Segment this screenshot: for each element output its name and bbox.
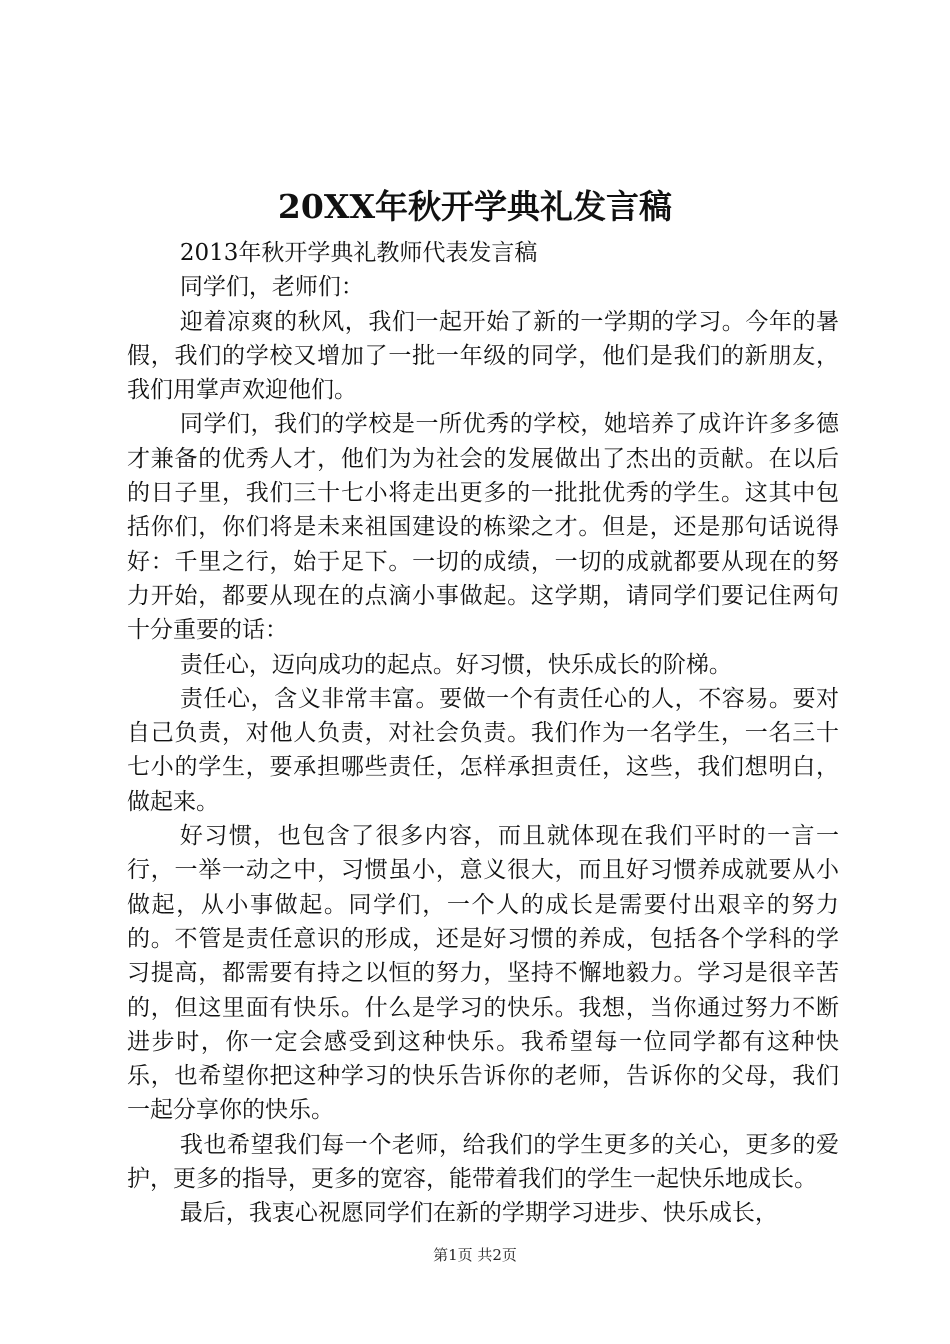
body-paragraph: 责任心，含义非常丰富。要做一个有责任心的人，不容易。要对自己负责，对他人负责，对社会负责。我们作为一名学生，一名三十七小的学生，要承担哪些责任，怎样承担责任，这些，我们想明白，做起来。 bbox=[127, 685, 839, 815]
body-paragraph: 同学们，我们的学校是一所优秀的学校，她培养了成许许多多德才兼备的优秀人才，他们为为社会的发展做出了杰出的贡献。在以后的日子里，我们三十七小将走出更多的一批批优秀的学生。这其中包括你们，你们将是未来祖国建设的栋梁之才。但是，还是那句话说得好：千里之行，始于足下。一切的成绩，一切的成就都要从现在的努力开始，都要从现在的点滴小事做起。这学期，请同学们要记住两句十分重要的话： bbox=[127, 411, 839, 644]
body-paragraph: 我也希望我们每一个老师，给我们的学生更多的关心，更多的爱护，更多的指导，更多的宽容，能带着我们的学生一起快乐地成长。 bbox=[127, 1131, 839, 1193]
body-paragraph: 迎着凉爽的秋风，我们一起开始了新的一学期的学习。今年的暑假，我们的学校又增加了一批一年级的同学，他们是我们的新朋友，我们用掌声欢迎他们。 bbox=[127, 308, 839, 404]
document-body bbox=[127, 236, 839, 1231]
body-paragraph: 好习惯，也包含了很多内容，而且就体现在我们平时的一言一行，一举一动之中，习惯虽小，意义很大，而且好习惯养成就要从小做起，从小事做起。同学们，一个人的成长是需要付出艰辛的努力的。不管是责任意识的形成，还是好习惯的养成，包括各个学科的学习提高，都需要有持之以恒的努力，坚持不懈地毅力。学习是很辛苦的，但这里面有快乐。什么是学习的快乐。我想，当你通过努力不断进步时，你一定会感受到这种快乐。我希望每一位同学都有这种快乐，也希望你把这种学习的快乐告诉你的老师，告诉你的父母，我们一起分享你的快乐。 bbox=[127, 823, 839, 1124]
body-paragraph: 责任心，迈向成功的起点。好习惯，快乐成长的阶梯。 bbox=[179, 651, 732, 678]
salutation-paragraph: 同学们，老师们： bbox=[179, 274, 364, 301]
subtitle-paragraph: 2013年秋开学典礼教师代表发言稿 bbox=[179, 240, 538, 266]
page-number-footer: 第1页 共2页 bbox=[433, 1246, 517, 1264]
document-title: 20XX年秋开学典礼发言稿 bbox=[277, 187, 673, 226]
body-paragraph: 最后，我衷心祝愿同学们在新的学期学习进步、快乐成长， bbox=[179, 1200, 778, 1227]
